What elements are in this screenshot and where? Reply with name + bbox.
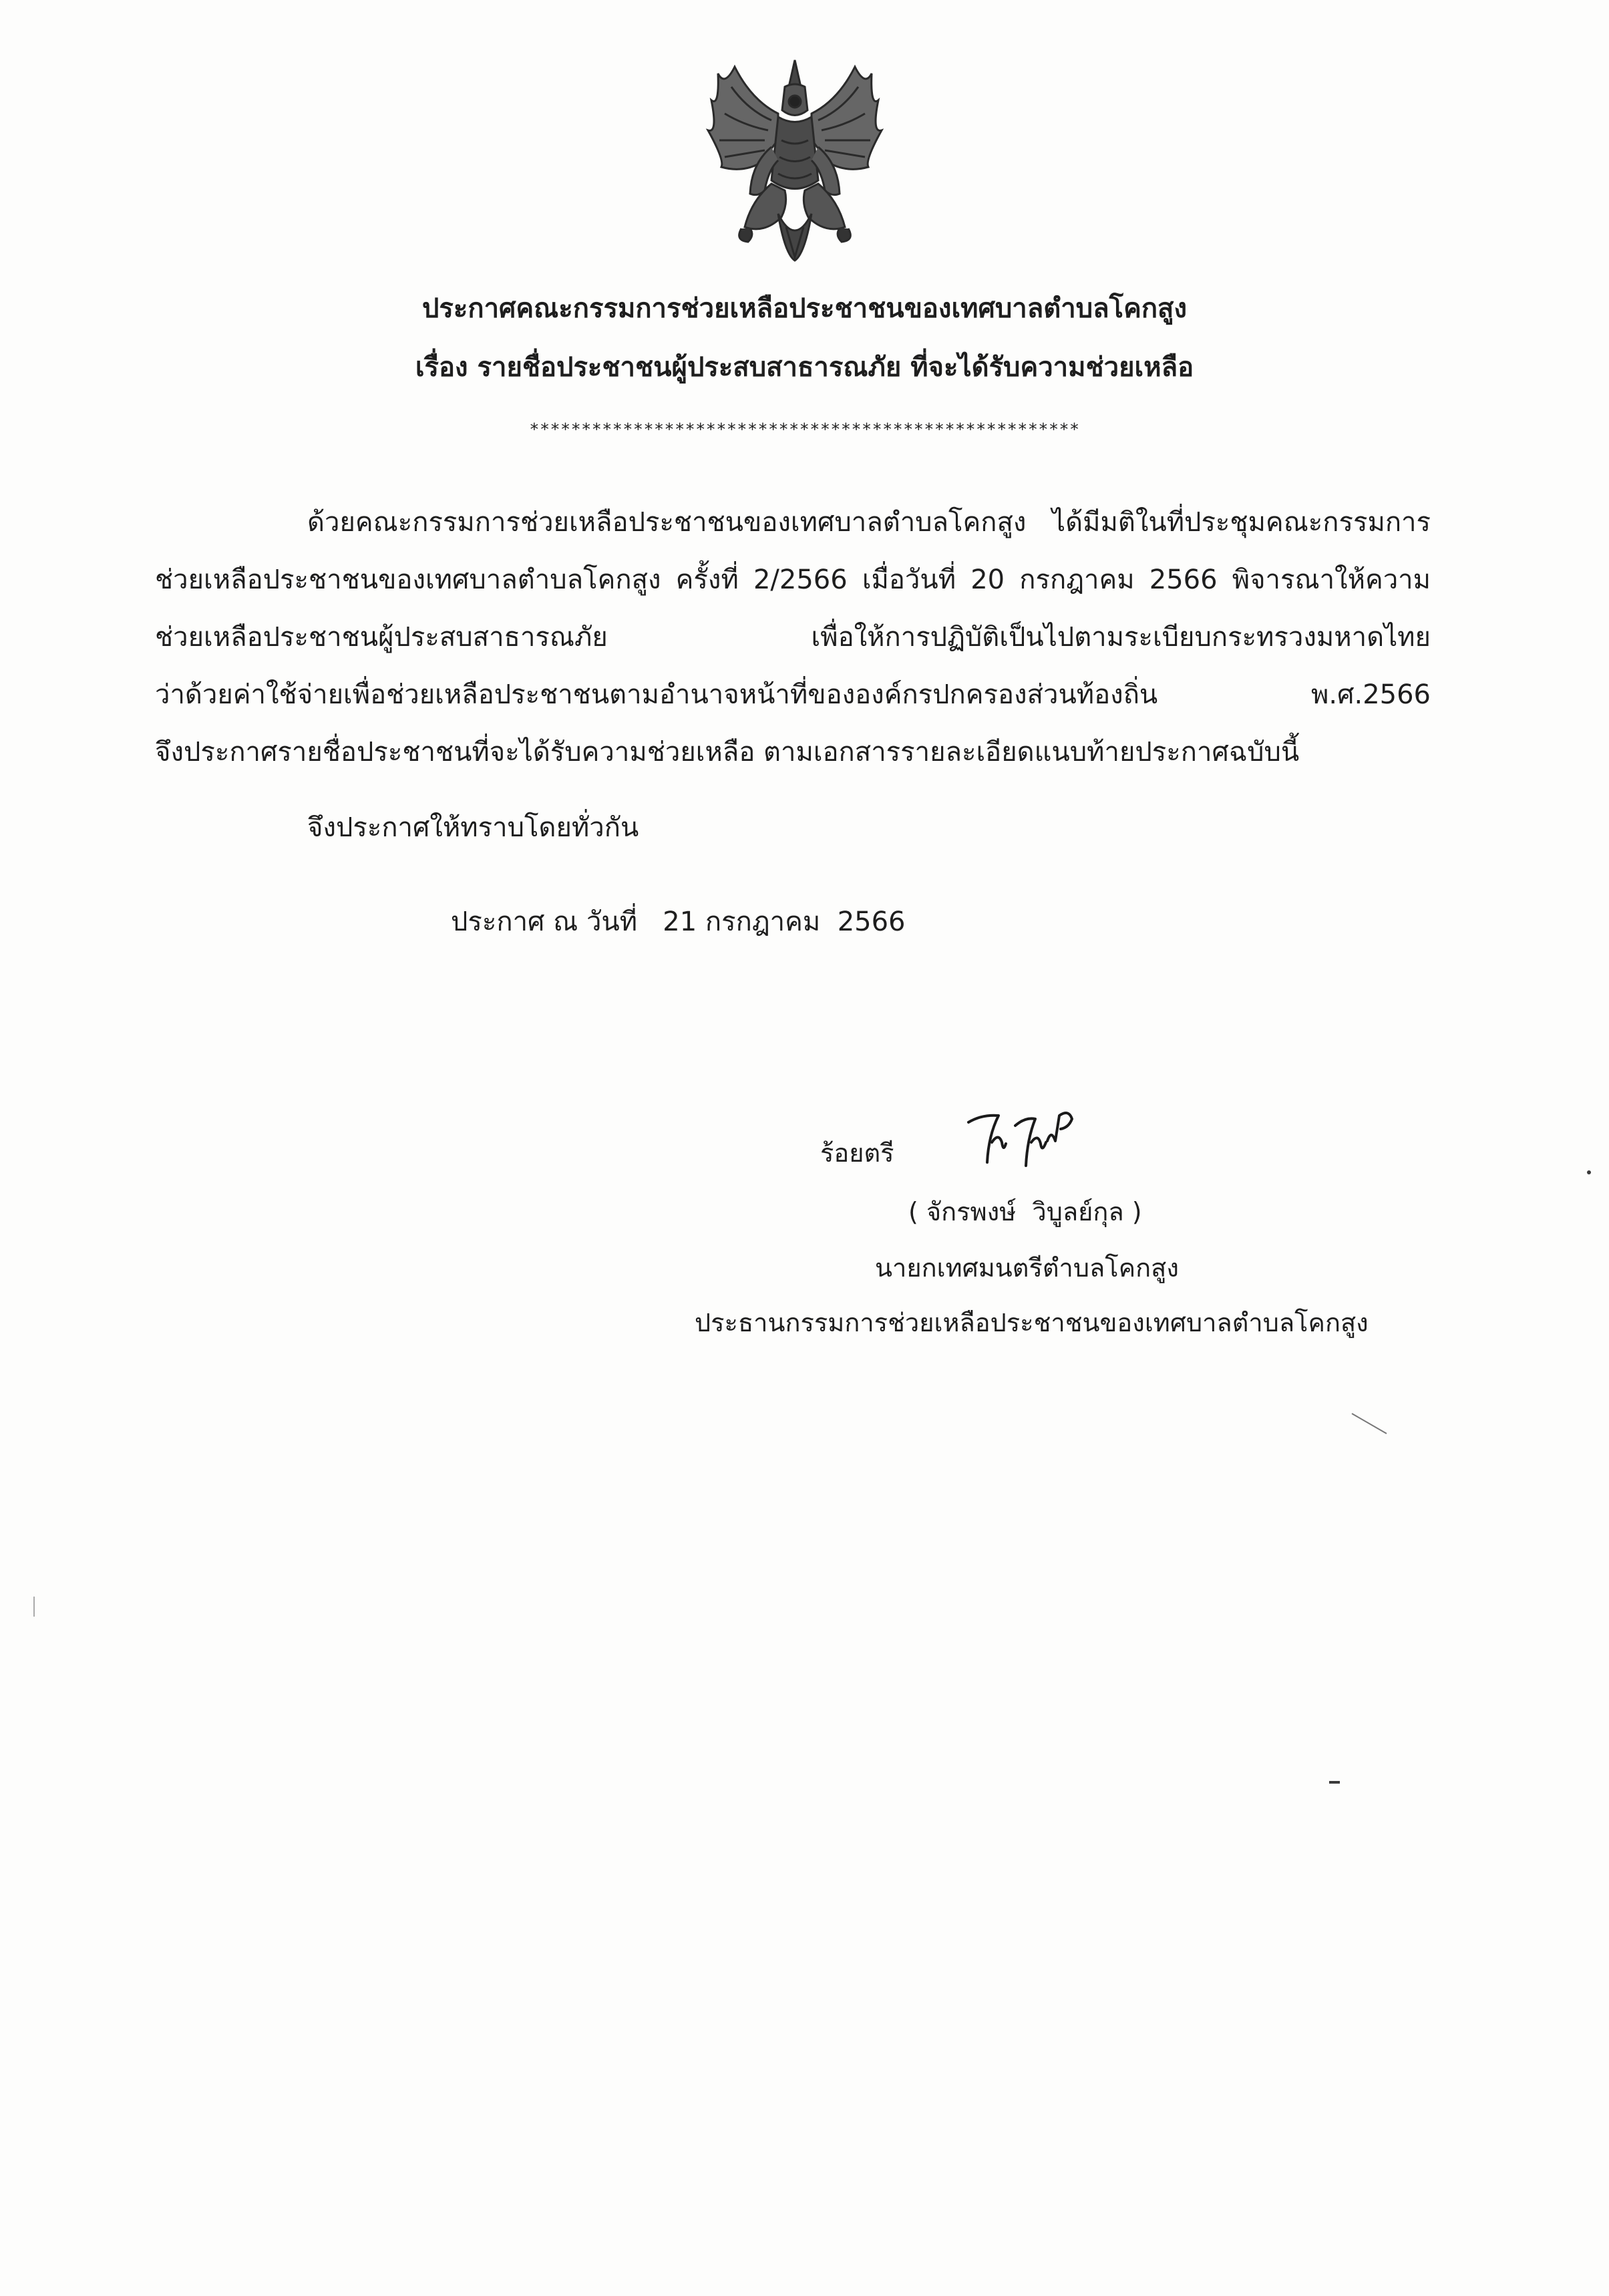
body-line-1: ด้วยคณะกรรมการช่วยเหลือประชาชนของเทศบาลตำบลโคกสูง ได้มีมติในที่ประชุมคณะกรรมการ <box>307 507 1431 538</box>
scan-speck <box>33 1597 35 1617</box>
signer-position-mayor: นายกเทศมนตรีตำบลโคกสูง <box>875 1253 1179 1283</box>
announcement-title: ประกาศคณะกรรมการช่วยเหลือประชาชนของเทศบาลตำบลโคกสูง <box>421 293 1188 324</box>
scan-speck <box>1587 1170 1591 1174</box>
signer-name: ( จักรพงษ์ วิบูลย์กุล ) <box>908 1197 1142 1226</box>
signer-position-chair: ประธานกรรมการช่วยเหลือประชาชนของเทศบาลตำบลโคกสูง <box>695 1308 1369 1337</box>
garuda-emblem-icon <box>671 47 918 277</box>
body-line-4: ว่าด้วยค่าใช้จ่ายเพื่อช่วยเหลือประชาชนตามอำนาจหน้าที่ขององค์กรปกครองส่วนท้องถิ่น พ.ศ.2566 <box>155 679 1431 710</box>
body-line-5: จึงประกาศรายชื่อประชาชนที่จะได้รับความช่วยเหลือ ตามเอกสารรายละเอียดแนบท้ายประกาศฉบับนี้ <box>155 737 1300 768</box>
scan-speck <box>1329 1781 1340 1784</box>
signer-rank: ร้อยตรี <box>820 1138 894 1168</box>
handwritten-signature <box>962 1096 1095 1176</box>
announce-date: ประกาศ ณ วันที่ 21 กรกฎาคม 2566 <box>451 907 906 937</box>
separator-line: ***************************************************** <box>529 420 1080 439</box>
body-line-2: ช่วยเหลือประชาชนของเทศบาลตำบลโคกสูง ครั้งที่ 2/2566 เมื่อวันที่ 20 กรกฎาคม 2566 พิจารณาให้ความ <box>155 564 1431 595</box>
scan-speck <box>1352 1413 1387 1434</box>
closing-statement: จึงประกาศให้ทราบโดยทั่วกัน <box>307 812 639 843</box>
body-line-3: ช่วยเหลือประชาชนผู้ประสบสาธารณภัย เพื่อให้การปฏิบัติเป็นไปตามระเบียบกระทรวงมหาดไทย <box>155 622 1431 653</box>
announcement-subject: เรื่อง รายชื่อประชาชนผู้ประสบสาธารณภัย ที่จะได้รับความช่วยเหลือ <box>415 352 1194 383</box>
